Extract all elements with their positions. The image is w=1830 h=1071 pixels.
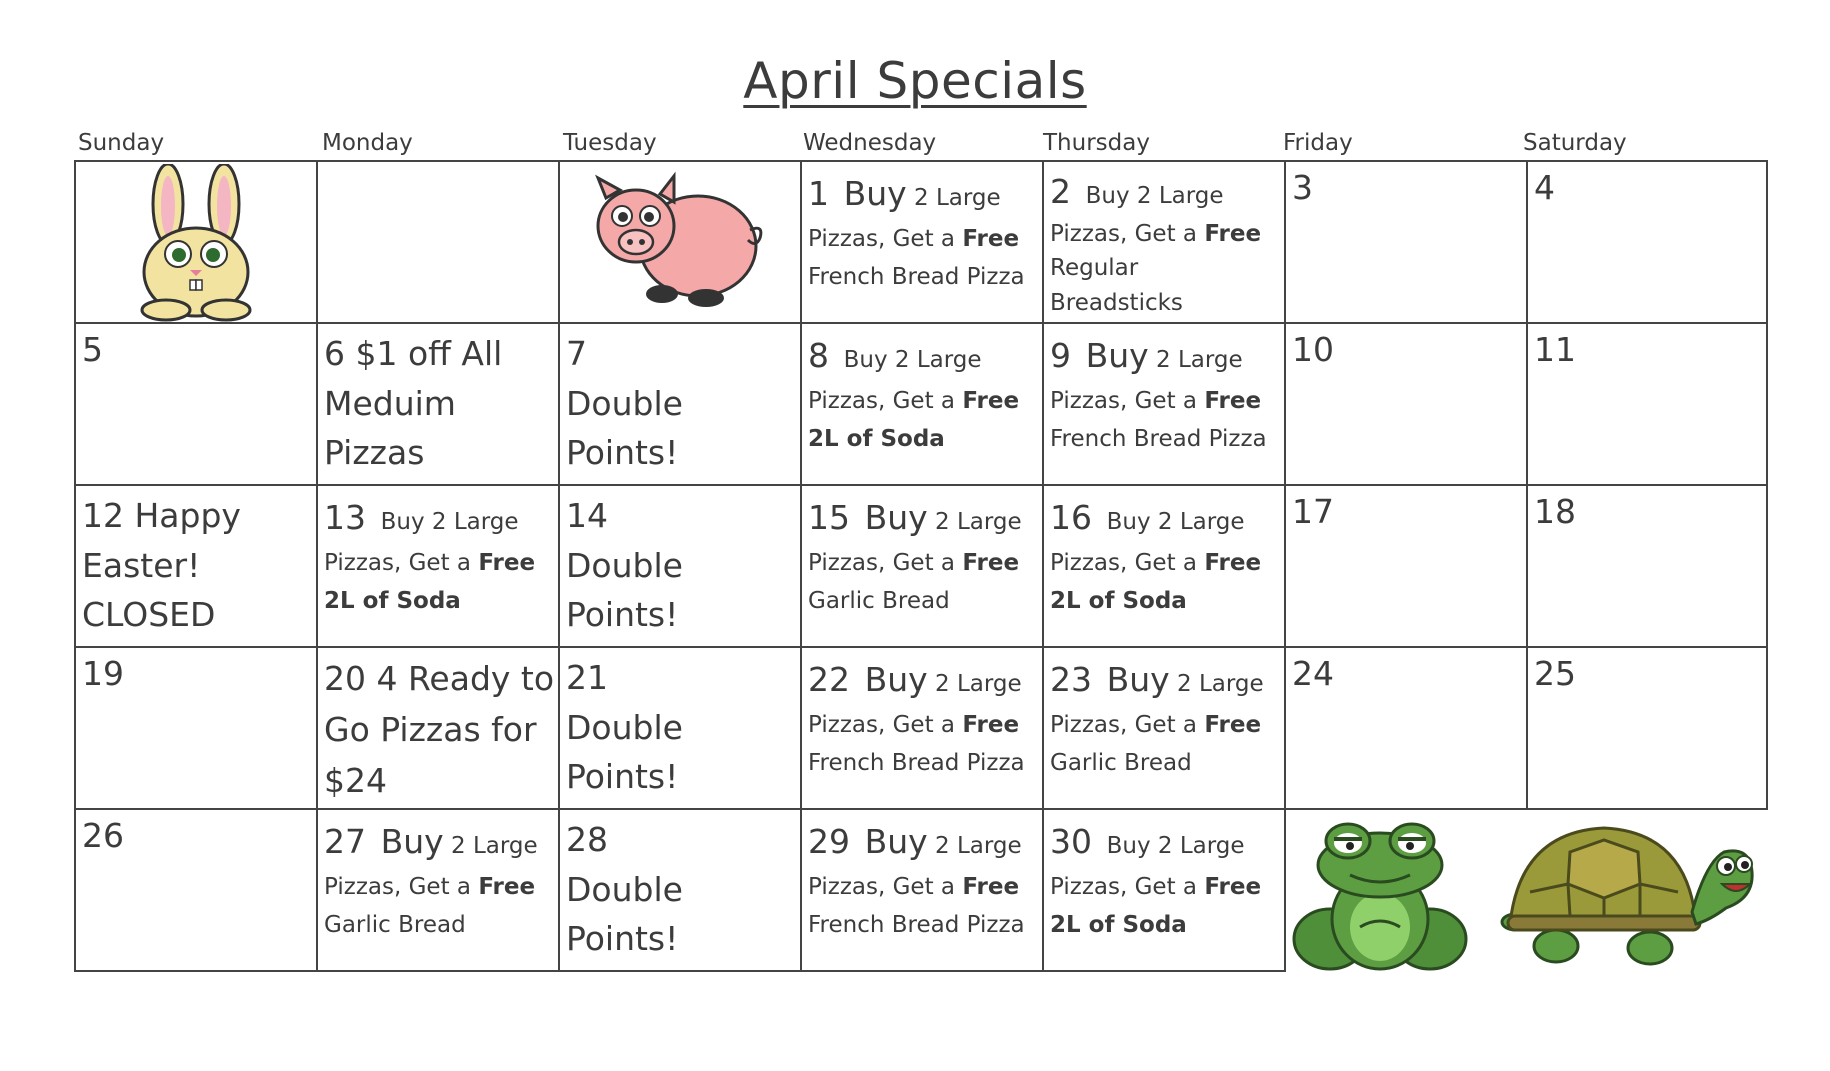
special-text: Pizzas, Get a: [1050, 874, 1205, 901]
special-item: Regular: [1050, 255, 1139, 281]
special-free: Free: [962, 874, 1020, 901]
calendar-cell-8: [800, 322, 1044, 486]
day-header-thursday: Thursday: [1043, 130, 1150, 156]
date-number: 30: [1050, 822, 1092, 861]
turtle-icon: [1500, 812, 1756, 972]
date-number: 10: [1292, 330, 1334, 369]
frog-icon: [1290, 815, 1470, 975]
special-item: 2L of Soda: [324, 588, 461, 615]
special-item: Garlic Bread: [324, 912, 466, 939]
calendar-cell-12: [74, 484, 318, 648]
date-number: 11: [1534, 330, 1576, 369]
date-number: 21: [566, 658, 608, 697]
special-lead: Buy: [380, 822, 444, 861]
special-text: Pizzas, Get a: [1050, 712, 1205, 739]
calendar-cell-30: [1042, 808, 1286, 972]
special-text: Double Points!: [566, 383, 683, 472]
special-text: 2 Large: [935, 509, 1022, 535]
day-header-saturday: Saturday: [1523, 130, 1627, 156]
pig-icon: [588, 170, 768, 320]
date-number: 19: [82, 654, 124, 693]
special-item: 2L of Soda: [808, 426, 945, 453]
date-number: 7: [566, 334, 587, 373]
calendar-cell-empty: [74, 160, 318, 324]
date-number: 24: [1292, 654, 1334, 693]
special-text: Pizzas, Get a: [808, 550, 963, 577]
calendar-cell-14: [558, 484, 802, 648]
special-item: French Bread Pizza: [808, 264, 1025, 291]
date-number: 22: [808, 660, 850, 699]
date-number: 18: [1534, 492, 1576, 531]
day-header-sunday: Sunday: [78, 130, 165, 156]
day-header-wednesday: Wednesday: [803, 130, 937, 156]
special-text: 2 Large: [914, 185, 1001, 211]
date-number: 13: [324, 498, 366, 537]
special-item: French Bread Pizza: [808, 750, 1025, 777]
special-item: French Bread Pizza: [808, 912, 1025, 939]
date-number: 15: [808, 498, 850, 537]
special-text: 2 Large: [1156, 347, 1243, 373]
calendar-cell-17: [1284, 484, 1528, 648]
special-text: Buy 2 Large: [1106, 833, 1245, 859]
date-number: 5: [82, 330, 103, 369]
special-text: Pizzas, Get a: [808, 226, 963, 253]
special-text: Pizzas, Get a: [808, 712, 963, 739]
special-lead: Buy: [864, 498, 928, 537]
special-item: 2L of Soda: [1050, 588, 1187, 615]
calendar-cell-13: [316, 484, 560, 648]
special-item: Breadsticks: [1050, 289, 1183, 316]
date-number: 26: [82, 816, 124, 855]
date-number: 25: [1534, 654, 1576, 693]
calendar-cell-18: [1526, 484, 1768, 648]
special-text: Buy 2 Large: [843, 347, 982, 373]
special-text: Pizzas, Get a: [808, 388, 963, 415]
special-free: Free: [478, 550, 536, 577]
special-item: French Bread Pizza: [1050, 426, 1267, 453]
special-item: Garlic Bread: [808, 588, 950, 615]
calendar-cell-26: [74, 808, 318, 972]
calendar-cell-9: [1042, 322, 1286, 486]
day-header-monday: Monday: [322, 130, 413, 156]
date-number: 16: [1050, 498, 1092, 537]
date-number: 28: [566, 820, 608, 859]
special-lead: Buy: [864, 660, 928, 699]
date-number: 29: [808, 822, 850, 861]
special-text: Pizzas, Get a: [1050, 550, 1205, 577]
date-number: 27: [324, 822, 366, 861]
calendar-cell-5: [74, 322, 318, 486]
calendar-cell-16: [1042, 484, 1286, 648]
date-number: 9: [1050, 336, 1071, 375]
calendar-cell-28: [558, 808, 802, 972]
special-text: Double Points!: [566, 707, 683, 796]
special-free: Free: [1204, 874, 1262, 901]
calendar-cell-6: [316, 322, 560, 486]
special-lead: Buy: [843, 174, 907, 213]
date-number: 4: [1534, 168, 1555, 207]
special-text: Double Points!: [566, 869, 683, 958]
calendar-cell-25: [1526, 646, 1768, 810]
special-text: Pizzas, Get a: [324, 874, 479, 901]
special-free: Free: [1204, 712, 1262, 739]
special-text: Buy 2 Large: [380, 509, 519, 535]
special-text: 20 4 Ready to Go Pizzas for $24: [324, 659, 555, 801]
special-free: Free: [1204, 220, 1262, 247]
calendar-cell-15: [800, 484, 1044, 648]
calendar-cell-1: [800, 160, 1044, 324]
special-free: Free: [962, 388, 1020, 415]
calendar-cell-10: [1284, 322, 1528, 486]
date-number: 23: [1050, 660, 1092, 699]
calendar-cell-23: [1042, 646, 1286, 810]
calendar-cell-empty: [316, 160, 560, 324]
special-text: Pizzas, Get a: [808, 874, 963, 901]
special-free: Free: [1204, 388, 1262, 415]
special-free: Free: [478, 874, 536, 901]
special-text: Pizzas, Get a: [1050, 388, 1205, 415]
special-item: Garlic Bread: [1050, 750, 1192, 777]
special-text: 6 $1 off All Meduim Pizzas: [324, 334, 503, 472]
special-text: Buy 2 Large: [1085, 183, 1224, 209]
special-lead: Buy: [1085, 336, 1149, 375]
special-text: 2 Large: [1177, 671, 1264, 697]
special-free: Free: [1204, 550, 1262, 577]
calendar-cell-11: [1526, 322, 1768, 486]
date-number: 8: [808, 336, 829, 375]
date-number: 14: [566, 496, 608, 535]
calendar-cell-19: [74, 646, 318, 810]
special-free: Free: [962, 712, 1020, 739]
calendar-cell-27: [316, 808, 560, 972]
calendar-cell-2: [1042, 160, 1286, 324]
calendar-cell-7: [558, 322, 802, 486]
special-text: Pizzas, Get a: [1050, 220, 1205, 247]
special-text: 12 Happy Easter! CLOSED: [82, 496, 241, 634]
special-lead: Buy: [864, 822, 928, 861]
calendar-cell-4: [1526, 160, 1768, 324]
calendar-cell-21: [558, 646, 802, 810]
page-title: April Specials: [743, 52, 1087, 110]
date-number: 17: [1292, 492, 1334, 531]
bunny-icon: [116, 164, 276, 324]
special-free: Free: [962, 550, 1020, 577]
calendar-cell-24: [1284, 646, 1528, 810]
special-lead: Buy: [1106, 660, 1170, 699]
special-text: 2 Large: [935, 671, 1022, 697]
special-text: Buy 2 Large: [1106, 509, 1245, 535]
calendar-cell-20: [316, 646, 560, 810]
special-text: 2 Large: [935, 833, 1022, 859]
special-item: 2L of Soda: [1050, 912, 1187, 939]
calendar-cell-empty: [558, 160, 802, 324]
special-text: Pizzas, Get a: [324, 550, 479, 577]
calendar-cell-29: [800, 808, 1044, 972]
date-number: 2: [1050, 172, 1071, 211]
calendar-cell-22: [800, 646, 1044, 810]
special-text: 2 Large: [451, 833, 538, 859]
day-header-friday: Friday: [1283, 130, 1353, 156]
special-text: Double Points!: [566, 545, 683, 634]
special-free: Free: [962, 226, 1020, 253]
date-number: 1: [808, 174, 829, 213]
calendar-cell-3: [1284, 160, 1528, 324]
day-header-tuesday: Tuesday: [563, 130, 657, 156]
date-number: 3: [1292, 168, 1313, 207]
